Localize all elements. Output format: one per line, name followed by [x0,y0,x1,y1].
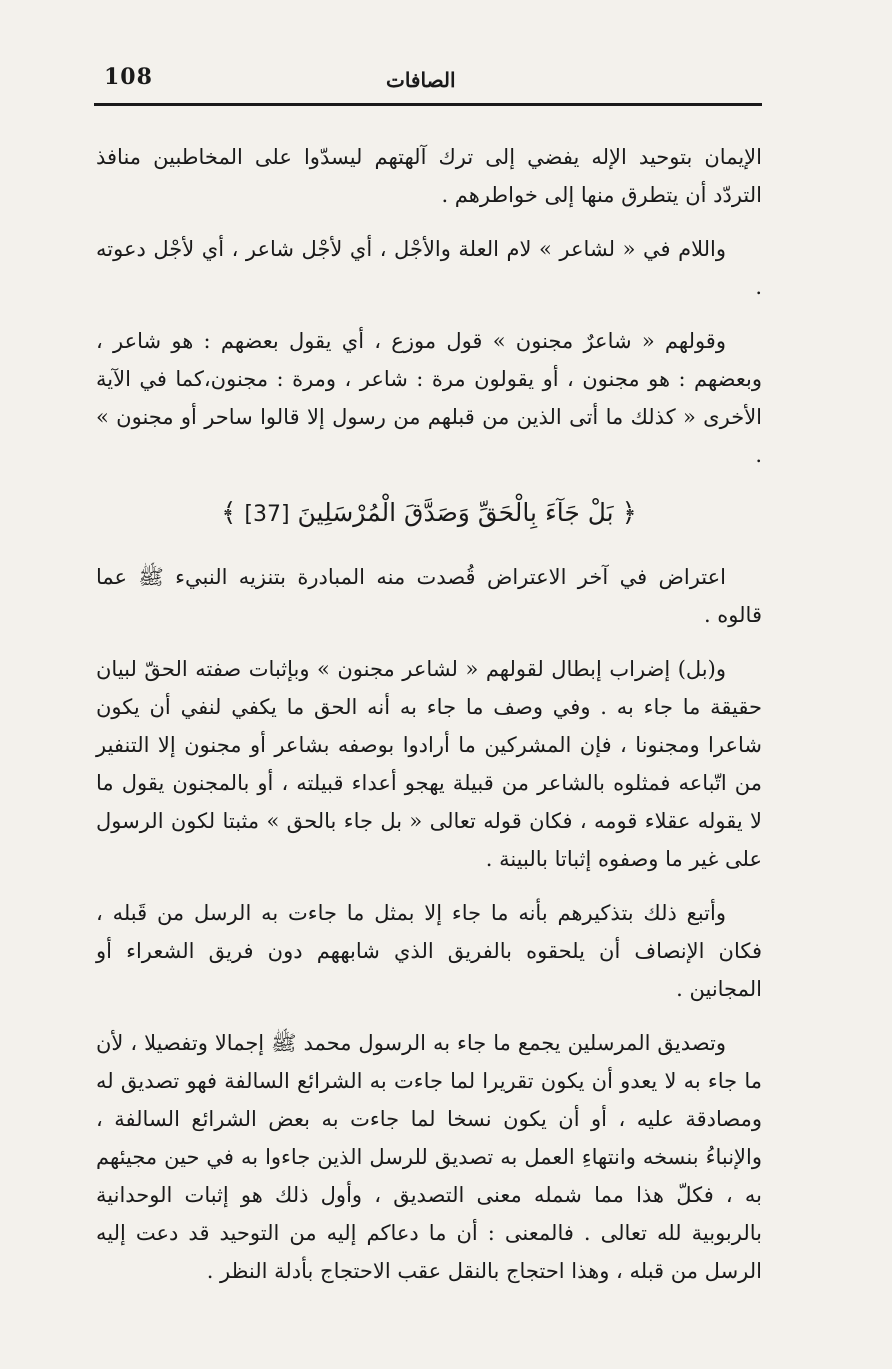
paragraph: واللام في « لشاعر » لام العلة والأجْل ، أي لأجْل شاعر ، أي لأجْل دعوته . [96,237,762,299]
verse-text: بَلْ جَآءَ بِالْحَقِّ وَصَدَّقَ الْمُرْسَلِينَ [297,498,614,527]
paragraph: وقولهم « شاعرٌ مجنون » قول موزع ، أي يقول بعضهم : هو شاعر ، وبعضهم : هو مجنون ، أو يقولون مرة : شاعر ، ومرة : مجنون،كما في الآية الأخرى « كذلك ما أتى الذين من قبلهم من رسول إلا قالوا ساحر أو مجنون » . [96,329,762,467]
quran-verse [96,490,762,538]
verse-number: [37] [244,502,290,527]
page-number: 108 [104,64,153,90]
paragraph: وتصديق المرسلين يجمع ما جاء به الرسول محمد ﷺ إجمالا وتفصيلا ، لأن ما جاء به لا يعدو أن يكون تقريرا لما جاءت به الشرائع السالفة فهو تصديق له ومصادقة عليه ، أو أن يكون نسخا لما جاءت به بعض الشرائع السالفة ، والإنباءُ بنسخه وانتهاءِ العمل به تصديق للرسل الذين جاءوا به في حين مجيئهم به ، فكلّ هذا مما شمله معنى التصديق ، وأول ذلك هو إثبات الوحدانية بالربوبية لله تعالى . فالمعنى : أن ما دعاكم إليه من التوحيد قد دعت إليه الرسل من قبله ، وهذا احتجاج بالنقل عقب الاحتجاج بأدلة النظر . [96,1031,762,1283]
paragraph: و(بل) إضراب إبطال لقولهم « لشاعر مجنون » وبإثبات صفته الحقّ لبيان حقيقة ما جاء به . وفي وصف ما جاء به أنه الحق ما يكفي لنفي أن يكون شاعرا ومجنونا ، فإن المشركين ما أرادوا بوصفه بشاعر أو مجنون إلا التنفير من اتّباعه فمثلوه بالشاعر من قبيلة يهجو أعداء قبيلته ، أو بالمجنون يقول ما لا يقوله عقلاء قومه ، فكان قوله تعالى « بل جاء بالحق » مثبتا لكون الرسول على غير ما وصفوه إثباتا بالبينة . [96,657,762,871]
page-body [96,138,762,1306]
verse-close-bracket: ﴾ [221,498,237,528]
paragraph: اعتراض في آخر الاعتراض قُصدت منه المبادرة بتنزيه النبيء ﷺ عما قالوه . [96,565,762,627]
paragraph: وأتبع ذلك بتذكيرهم بأنه ما جاء إلا بمثل ما جاءت به الرسل من قَبله ، فكان الإنصاف أن يلحقوه بالفريق الذي شابههم دون فريق الشعراء أو المجانين . [96,901,762,1001]
paragraph: الإيمان بتوحيد الإله يفضي إلى ترك آلهتهم ليسدّوا على المخاطبين منافذ التردّد أن يتطرق منها إلى خواطرهم . [96,145,762,207]
page-header [96,60,762,100]
running-title: الصافات [386,68,456,92]
header-rule [94,103,762,106]
verse-open-bracket: ﴿ [621,498,637,528]
